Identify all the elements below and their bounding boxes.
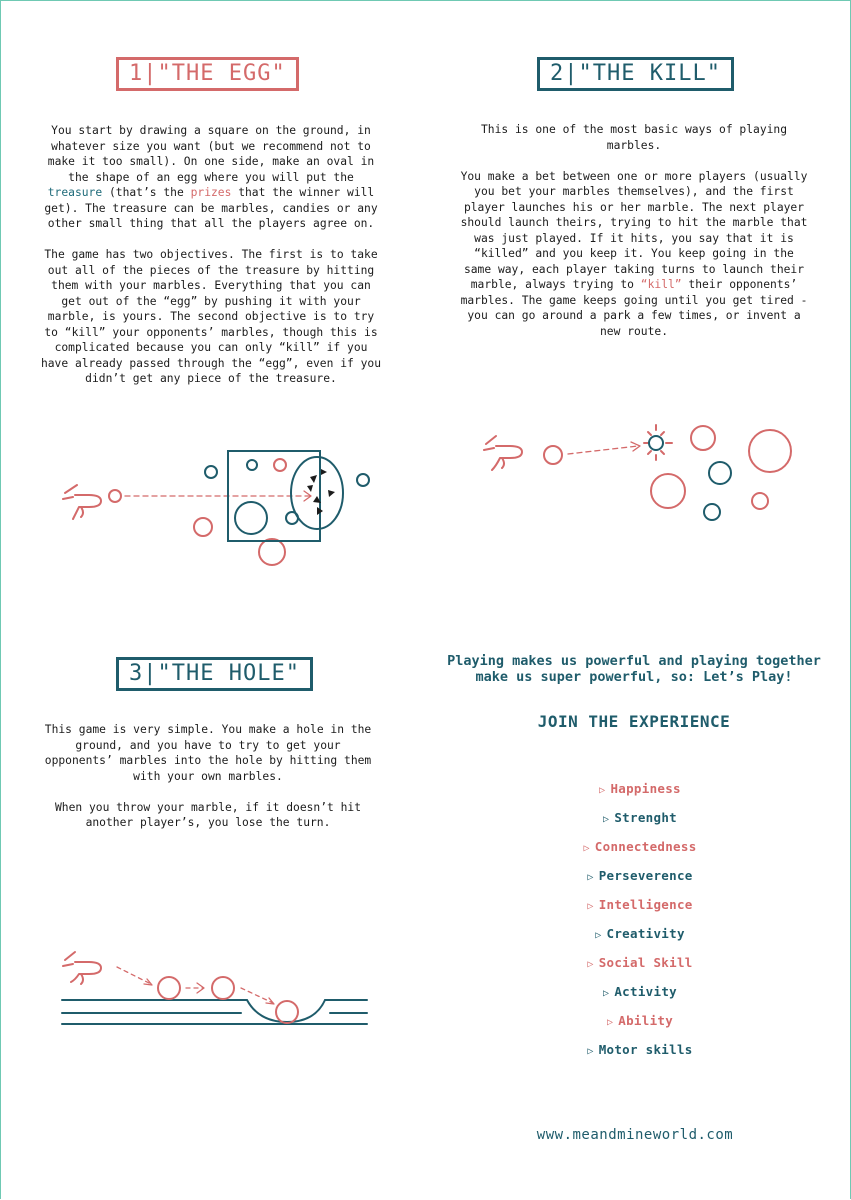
section2-para2: You make a bet between one or more players (usually you bet your marbles themselves), and the first player launches his or her marble. The next player should launch theirs, trying to hit the marble that was just played. If it hits, you say that it is “killed” and you keep it. You keep going in the same way, each player taking turns to launch their marble, always trying to “kill” their opponents’ marbles. The game keeps going until you get tired - you can go around a park a few times, or invent a new route. [460,169,808,338]
section3-para2: When you throw your marble, if it doesn’t hit another player’s, you lose the turn. [54,800,362,829]
kill-game-illustration [478,418,808,528]
treasure-highlight: treasure [47,186,103,199]
triangle-bullet-icon: ▷ [587,872,594,883]
section1-para1: You start by drawing a square on the ground, in whatever size you want (but we recommend not to make it too small). On one side, make an oval in the shape of an egg where you will put the treasure (that’s the prizes that the winner will get). The treasure can be marbles, candies or any other small thing that all the players agree on. [44,124,378,230]
hand-icon [63,952,101,984]
triangle-bullet-icon: ▷ [595,930,602,941]
triangle-bullet-icon: ▷ [583,843,590,854]
section1-body [38,123,384,402]
triangle-bullet-icon: ▷ [587,1046,594,1057]
triangle-bullet-icon: ▷ [606,1017,614,1028]
section2-title: 2|"THE KILL" [537,57,734,91]
section1-para2: The game has two objectives. The first is to take out all of the pieces of the treasure by hitting them with your marbles. Everything that you can get out of the “egg” by pushing it with your marble, is yours. The second objective is to try to “kill” your opponents’ marbles, though this is complicated because you can only “kill” if you have already passed through the “egg”, even if you didn’t get any piece of the treasure. [40,248,382,385]
value-item: ▷ Ability [606,1013,674,1028]
value-item: ▷ Creativity [595,926,685,941]
triangle-bullet-icon: ▷ [587,901,594,912]
triangle-bullet-icon: ▷ [603,814,610,825]
triangle-bullet-icon: ▷ [599,785,606,796]
section2-para1: This is one of the most basic ways of playing marbles. [480,123,788,152]
hand-icon [63,485,101,519]
values-list [440,780,840,1070]
section1-title: 1|"THE EGG" [116,57,299,91]
egg-game-illustration [55,445,385,575]
triangle-bullet-icon: ▷ [587,959,594,970]
hand-icon [484,436,522,470]
hole-game-illustration [55,940,375,1035]
triangle-bullet-icon: ▷ [603,988,610,999]
join-heading: JOIN THE EXPERIENCE [537,712,731,731]
value-item: ▷ Strenght [603,810,677,825]
section2-body [460,122,808,355]
value-item: ▷ Activity [603,984,677,999]
section3-body [38,722,378,846]
kill-highlight: “kill” [640,278,682,291]
section3-para1: This game is very simple. You make a hole in the ground, and you have to try to get your opponents’ marbles into the hole by hitting them with your own marbles. [44,723,372,783]
value-item: ▷ Intelligence [587,897,693,912]
value-item: ▷ Happiness [599,781,681,796]
website-link[interactable]: www.meandmineworld.com [536,1127,734,1143]
section3-title: 3|"THE HOLE" [116,657,313,691]
value-item: ▷ Motor skills [587,1042,693,1057]
value-item: ▷ Connectedness [583,839,697,854]
value-item: ▷ Perseverence [587,868,693,883]
tagline: Playing makes us powerful and playing together make us super powerful, so: Let’s Play! [447,653,821,685]
value-item: ▷ Social Skill [587,955,693,970]
prizes-highlight: prizes [190,186,232,199]
